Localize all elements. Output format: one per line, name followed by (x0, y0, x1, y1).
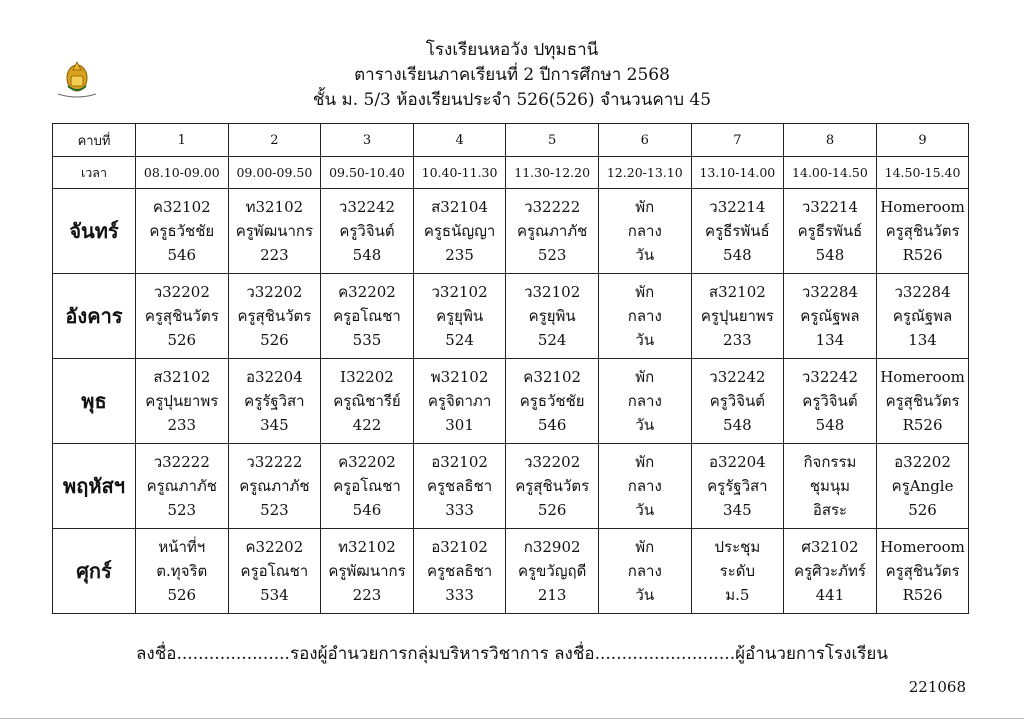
subject-code: ท32102 (338, 538, 396, 556)
room-number: วัน (635, 416, 655, 434)
class-cell (784, 359, 877, 444)
subject-code: ว32202 (246, 283, 303, 301)
room-number: อิสระ (812, 501, 848, 519)
subject-code: ว32222 (246, 453, 303, 471)
subject-code: ค32202 (338, 453, 396, 471)
teacher-name: ครูธนัญญา (423, 222, 496, 240)
room-number: วัน (635, 331, 655, 349)
class-cell (228, 359, 321, 444)
class-cell (506, 444, 599, 529)
class-cell (691, 274, 784, 359)
subject-code: ว32202 (153, 283, 210, 301)
room-number: 523 (537, 246, 567, 264)
class-cell (136, 189, 229, 274)
teacher-name: ครูณิชารีย์ (333, 392, 401, 410)
subject-code: ท32102 (245, 198, 304, 216)
day-name: ศุกร์ (53, 529, 136, 614)
teacher-name: ครูอโณชา (240, 562, 309, 580)
teacher-name: ครูวิจินต์ (709, 392, 766, 410)
period-number: 7 (691, 124, 784, 157)
teacher-name: ครูจิดาภา (427, 392, 492, 410)
period-time: 14.50-15.40 (876, 157, 969, 189)
subject-code: ว32284 (894, 283, 951, 301)
teacher-name: ครูอโณชา (333, 477, 401, 495)
teacher-name: ครูสุชินวัตร (237, 307, 312, 325)
class-cell (784, 529, 877, 614)
teacher-name: ครูAngle (891, 477, 954, 495)
class-cell (321, 189, 414, 274)
class-cell (876, 529, 969, 614)
class-cell (691, 529, 784, 614)
class-cell (598, 359, 691, 444)
subject-code: ค32102 (523, 368, 582, 386)
time-label: เวลา (53, 157, 136, 189)
room-number: 546 (352, 501, 382, 519)
teacher-name: ครูณภาภัช (516, 222, 588, 240)
subject-code: ว32222 (524, 198, 581, 216)
day-row (53, 444, 969, 529)
subject-code: Homeroom (880, 538, 965, 556)
day-name: จันทร์ (53, 189, 136, 274)
subject-code: ว32102 (524, 283, 581, 301)
room-number: 345 (723, 501, 752, 519)
room-number: 223 (260, 246, 289, 264)
room-number: 524 (537, 331, 567, 349)
class-cell (413, 359, 506, 444)
teacher-name: ครูสุชินวัตร (144, 307, 219, 325)
teacher-name: ครูวิจินต์ (339, 222, 395, 240)
subject-code: ว32214 (709, 198, 766, 216)
subject-code: ว32102 (431, 283, 488, 301)
room-number: ม.5 (725, 586, 750, 604)
room-number: 546 (537, 416, 567, 434)
subject-code: Homeroom (880, 368, 965, 386)
subject-code: ส32102 (708, 283, 766, 301)
teacher-name: ครูธีรพันธ์ (797, 222, 863, 240)
room-number: 523 (260, 501, 289, 519)
subject-code: อ32204 (708, 453, 766, 471)
signature-line: ลงชื่อ.....................รองผู้อำนวยการกลุ่มบริหารวิชาการ ลงชื่อ..........................ผู้อำนวยการโรงเรียน (136, 644, 888, 664)
subject-code: I32202 (340, 368, 394, 386)
class-cell (598, 189, 691, 274)
class-cell (876, 189, 969, 274)
teacher-name: ครูปุนยาพร (700, 307, 774, 325)
room-number: 548 (723, 246, 752, 264)
teacher-name: ต.ทุจริต (156, 562, 208, 580)
teacher-name: ครูณภาภัช (146, 477, 217, 495)
teacher-name: ครูสุชินวัตร (515, 477, 590, 495)
teacher-name: ครูศิวะภัทร์ (793, 562, 866, 580)
room-number: 535 (352, 331, 382, 349)
room-number: 526 (260, 331, 289, 349)
period-time: 13.10-14.00 (691, 157, 784, 189)
class-cell (321, 529, 414, 614)
day-row (53, 274, 969, 359)
teacher-name: ครูธวัชชัย (519, 392, 585, 410)
subject-code: ว32242 (709, 368, 766, 386)
class-cell (876, 359, 969, 444)
teacher-name: ครูสุชินวัตร (885, 562, 960, 580)
room-number: 548 (815, 416, 845, 434)
room-number: 233 (723, 331, 752, 349)
class-cell (598, 274, 691, 359)
period-number: 6 (598, 124, 691, 157)
subject-code: ว32214 (801, 198, 859, 216)
day-row (53, 359, 969, 444)
class-cell (321, 359, 414, 444)
class-cell (321, 444, 414, 529)
period-time: 12.20-13.10 (598, 157, 691, 189)
room-number: 548 (723, 416, 752, 434)
room-number: 523 (167, 501, 197, 519)
period-number: 1 (136, 124, 229, 157)
subject-code: ว32202 (524, 453, 581, 471)
bottom-divider (0, 718, 1024, 719)
period-time: 09.50-10.40 (321, 157, 414, 189)
class-cell (876, 444, 969, 529)
period-time: 10.40-11.30 (413, 157, 506, 189)
subject-code: ก32902 (523, 538, 581, 556)
teacher-name: ครูพัฒนากร (235, 222, 314, 240)
teacher-name: กลาง (627, 222, 662, 240)
room-number: R526 (902, 416, 943, 434)
class-cell (228, 529, 321, 614)
room-number: วัน (635, 246, 655, 264)
period-time: 09.00-09.50 (228, 157, 321, 189)
subject-code: ว32242 (338, 198, 396, 216)
teacher-name: ครูณัฐพล (800, 307, 860, 325)
teacher-name: ครูรัฐวิสา (244, 392, 305, 410)
room-number: 134 (908, 331, 937, 349)
day-name: อังคาร (53, 274, 136, 359)
class-cell (136, 359, 229, 444)
class-cell (506, 529, 599, 614)
room-number: R526 (902, 586, 943, 604)
subject-code: ค32202 (245, 538, 304, 556)
class-cell (228, 274, 321, 359)
class-cell (506, 274, 599, 359)
teacher-name: ครูขวัญฤดี (517, 562, 587, 580)
room-number: 213 (537, 586, 567, 604)
class-cell (228, 444, 321, 529)
class-cell (413, 274, 506, 359)
class-cell (506, 189, 599, 274)
class-cell (321, 274, 414, 359)
class-cell (784, 189, 877, 274)
period-number: 8 (784, 124, 877, 157)
class-cell (136, 529, 229, 614)
time-row (53, 157, 969, 189)
class-cell (784, 274, 877, 359)
subject-code: พัก (635, 368, 655, 386)
room-number: 422 (352, 416, 382, 434)
subject-code: พัก (635, 453, 655, 471)
day-name: พุธ (53, 359, 136, 444)
room-number: 526 (908, 501, 937, 519)
room-number: 333 (445, 586, 474, 604)
room-number: 223 (352, 586, 382, 604)
period-time: 11.30-12.20 (506, 157, 599, 189)
room-number: 301 (445, 416, 474, 434)
subject-code: พ32102 (430, 368, 489, 386)
room-number: 333 (445, 501, 474, 519)
room-number: วัน (635, 501, 655, 519)
room-number: 233 (167, 416, 197, 434)
teacher-name: กลาง (627, 562, 662, 580)
period-number: 2 (228, 124, 321, 157)
teacher-name: ครูธวัชชัย (149, 222, 215, 240)
subject-code: ว32284 (801, 283, 859, 301)
day-row (53, 189, 969, 274)
subject-code: ส32104 (431, 198, 489, 216)
room-number: 345 (260, 416, 289, 434)
class-info: ชั้น ม. 5/3 ห้องเรียนประจำ 526(526) จำนวนคาบ 45 (312, 90, 712, 110)
period-number: 3 (321, 124, 414, 157)
subject-code: ค32202 (338, 283, 396, 301)
teacher-name: ครูอโณชา (333, 307, 401, 325)
class-cell (691, 189, 784, 274)
subject-code: ส32102 (153, 368, 211, 386)
subject-code: ว32242 (801, 368, 859, 386)
subject-code: Homeroom (880, 198, 965, 216)
period-number: 4 (413, 124, 506, 157)
room-number: 134 (815, 331, 845, 349)
class-cell (691, 444, 784, 529)
teacher-name: ครูยุพิน (528, 307, 576, 325)
room-number: 534 (260, 586, 289, 604)
class-cell (413, 444, 506, 529)
class-cell (691, 359, 784, 444)
teacher-name: ครูธีรพันธ์ (705, 222, 770, 240)
room-number: 526 (167, 586, 197, 604)
day-name: พฤหัสฯ (53, 444, 136, 529)
subject-code: อ32202 (894, 453, 951, 471)
subject-code: ค32102 (152, 198, 211, 216)
teacher-name: กลาง (627, 477, 662, 495)
room-number: วัน (635, 586, 655, 604)
subject-code: อ32204 (246, 368, 303, 386)
teacher-name: ครูชลธิชา (426, 477, 493, 495)
subject-code: ศ32102 (801, 538, 859, 556)
class-cell (228, 189, 321, 274)
period-label: คาบที่ (53, 124, 136, 157)
subject-code: ประชุม (714, 538, 761, 556)
teacher-name: ครูปุนยาพร (145, 392, 219, 410)
teacher-name: ชุมนุม (809, 477, 851, 495)
teacher-name: กลาง (627, 392, 662, 410)
period-time: 08.10-09.00 (136, 157, 229, 189)
class-cell (413, 189, 506, 274)
class-cell (136, 274, 229, 359)
room-number: R526 (902, 246, 943, 264)
class-cell (876, 274, 969, 359)
subject-code: อ32102 (431, 453, 488, 471)
subject-code: พัก (635, 198, 655, 216)
period-time: 14.00-14.50 (784, 157, 877, 189)
subject-code: อ32102 (431, 538, 488, 556)
subject-code: ว32222 (153, 453, 210, 471)
subject-code: กิจกรรม (803, 453, 857, 471)
room-number: 546 (167, 246, 197, 264)
schedule-title: ตารางเรียนภาคเรียนที่ 2 ปีการศึกษา 2568 (354, 65, 670, 85)
room-number: 548 (352, 246, 382, 264)
teacher-name: ครูณภาภัช (239, 477, 310, 495)
teacher-name: ครูรัฐวิสา (707, 477, 768, 495)
school-name: โรงเรียนหอวัง ปทุมธานี (425, 40, 599, 60)
subject-code: พัก (635, 538, 655, 556)
document-code: 221068 (908, 678, 966, 696)
timetable (52, 123, 969, 614)
class-cell (784, 444, 877, 529)
teacher-name: ครูสุชินวัตร (885, 222, 960, 240)
class-cell (413, 529, 506, 614)
subject-code: หน้าที่ฯ (158, 538, 206, 556)
period-number: 9 (876, 124, 969, 157)
room-number: 526 (537, 501, 567, 519)
room-number: 441 (815, 586, 845, 604)
room-number: 524 (445, 331, 474, 349)
teacher-name: ครูยุพิน (436, 307, 484, 325)
teacher-name: ครูพัฒนากร (328, 562, 406, 580)
teacher-name: ครูชลธิชา (426, 562, 493, 580)
teacher-name: ครูสุชินวัตร (885, 392, 960, 410)
period-row (53, 124, 969, 157)
teacher-name: ครูวิจินต์ (802, 392, 858, 410)
room-number: 526 (167, 331, 197, 349)
period-number: 5 (506, 124, 599, 157)
schedule-header (0, 38, 1024, 113)
teacher-name: กลาง (627, 307, 662, 325)
class-cell (598, 529, 691, 614)
class-cell (598, 444, 691, 529)
class-cell (506, 359, 599, 444)
day-row (53, 529, 969, 614)
subject-code: พัก (635, 283, 655, 301)
teacher-name: ครูณัฐพล (892, 307, 953, 325)
room-number: 548 (815, 246, 845, 264)
room-number: 235 (445, 246, 474, 264)
teacher-name: ระดับ (719, 562, 756, 580)
class-cell (136, 444, 229, 529)
